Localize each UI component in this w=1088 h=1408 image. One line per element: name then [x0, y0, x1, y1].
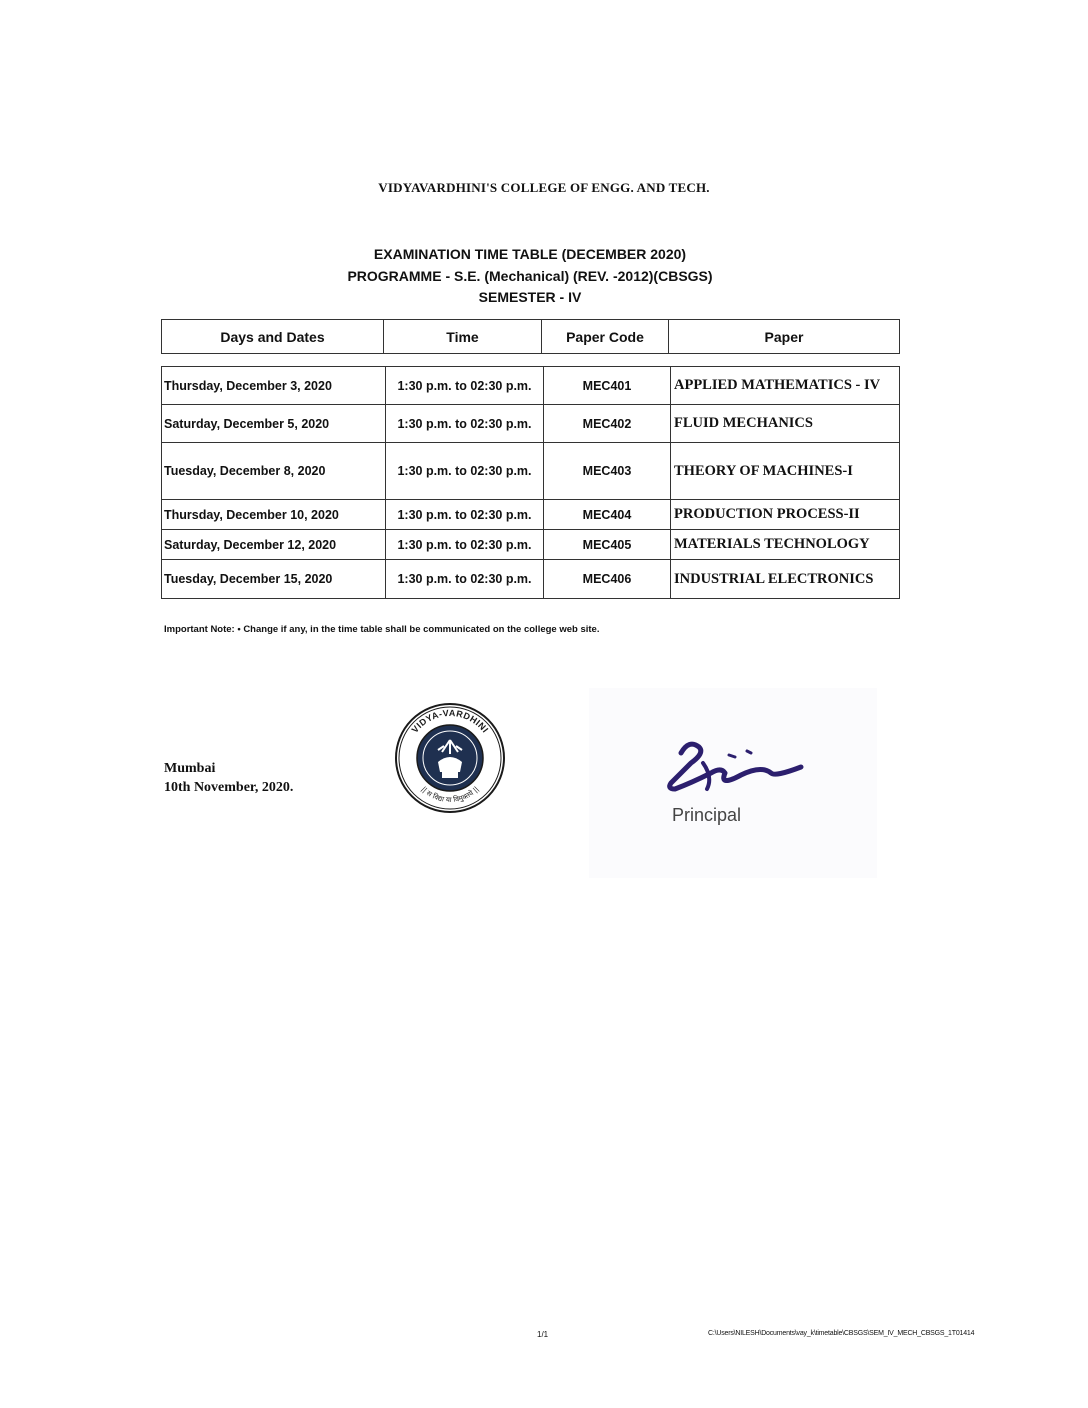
place: Mumbai	[164, 761, 216, 776]
column-header-paper: Paper	[669, 320, 900, 354]
row-code: MEC402	[544, 405, 671, 443]
row-time: 1:30 p.m. to 02:30 p.m.	[386, 405, 544, 443]
seal-bottom-text: || स विद्या या विमुक्तये ||	[419, 785, 481, 805]
table-row	[162, 530, 900, 560]
row-time: 1:30 p.m. to 02:30 p.m.	[386, 530, 544, 560]
signature-icon	[651, 733, 811, 803]
signature-title: Principal	[672, 805, 742, 825]
row-code: MEC404	[544, 500, 671, 530]
row-time: 1:30 p.m. to 02:30 p.m.	[386, 443, 544, 500]
row-time: 1:30 p.m. to 02:30 p.m.	[386, 500, 544, 530]
page-number: 1/1	[537, 1330, 549, 1339]
row-paper: APPLIED MATHEMATICS - IV	[671, 367, 900, 405]
column-header-days: Days and Dates	[162, 320, 384, 354]
row-date: Thursday, December 3, 2020	[162, 367, 386, 405]
table-row	[162, 560, 900, 599]
row-paper: MATERIALS TECHNOLOGY	[671, 530, 900, 560]
row-paper: FLUID MECHANICS	[671, 405, 900, 443]
column-header-code: Paper Code	[542, 320, 669, 354]
place-date-block	[164, 759, 293, 797]
semester-title: SEMESTER - IV	[478, 289, 582, 305]
timetable-body	[161, 366, 900, 599]
row-date: Tuesday, December 15, 2020	[162, 560, 386, 599]
college-name: VIDYAVARDHINI'S COLLEGE OF ENGG. AND TECH.	[378, 180, 710, 195]
row-code: MEC401	[544, 367, 671, 405]
table-row	[162, 367, 900, 405]
file-path: C:\Users\NILESH\Documents\vay_k\timetable\CBSGS\SEM_IV_MECH_CBSGS_1T01414	[708, 1330, 975, 1337]
row-date: Saturday, December 5, 2020	[162, 405, 386, 443]
table-row	[162, 443, 900, 500]
signature-block	[589, 688, 877, 878]
row-paper: THEORY OF MACHINES-I	[671, 443, 900, 500]
timetable-header	[161, 319, 900, 354]
row-date: Saturday, December 12, 2020	[162, 530, 386, 560]
seal-top-text: VIDYA-VARDHINI	[409, 707, 491, 735]
row-time: 1:30 p.m. to 02:30 p.m.	[386, 367, 544, 405]
row-date: Tuesday, December 8, 2020	[162, 443, 386, 500]
issue-date: 10th November, 2020.	[164, 780, 294, 795]
table-row	[162, 405, 900, 443]
important-note: Important Note: • Change if any, in the time table shall be communicated on the college web site.	[164, 624, 600, 635]
row-paper: PRODUCTION PROCESS-II	[671, 500, 900, 530]
row-code: MEC405	[544, 530, 671, 560]
row-date: Thursday, December 10, 2020	[162, 500, 386, 530]
programme-title: PROGRAMME - S.E. (Mechanical) (REV. -2012)(CBSGS)	[347, 268, 713, 284]
exam-title: EXAMINATION TIME TABLE (DECEMBER 2020)	[373, 246, 687, 262]
column-header-time: Time	[384, 320, 542, 354]
row-time: 1:30 p.m. to 02:30 p.m.	[386, 560, 544, 599]
row-code: MEC406	[544, 560, 671, 599]
college-seal-icon	[394, 702, 506, 814]
row-paper: INDUSTRIAL ELECTRONICS	[671, 560, 900, 599]
table-row	[162, 500, 900, 530]
row-code: MEC403	[544, 443, 671, 500]
